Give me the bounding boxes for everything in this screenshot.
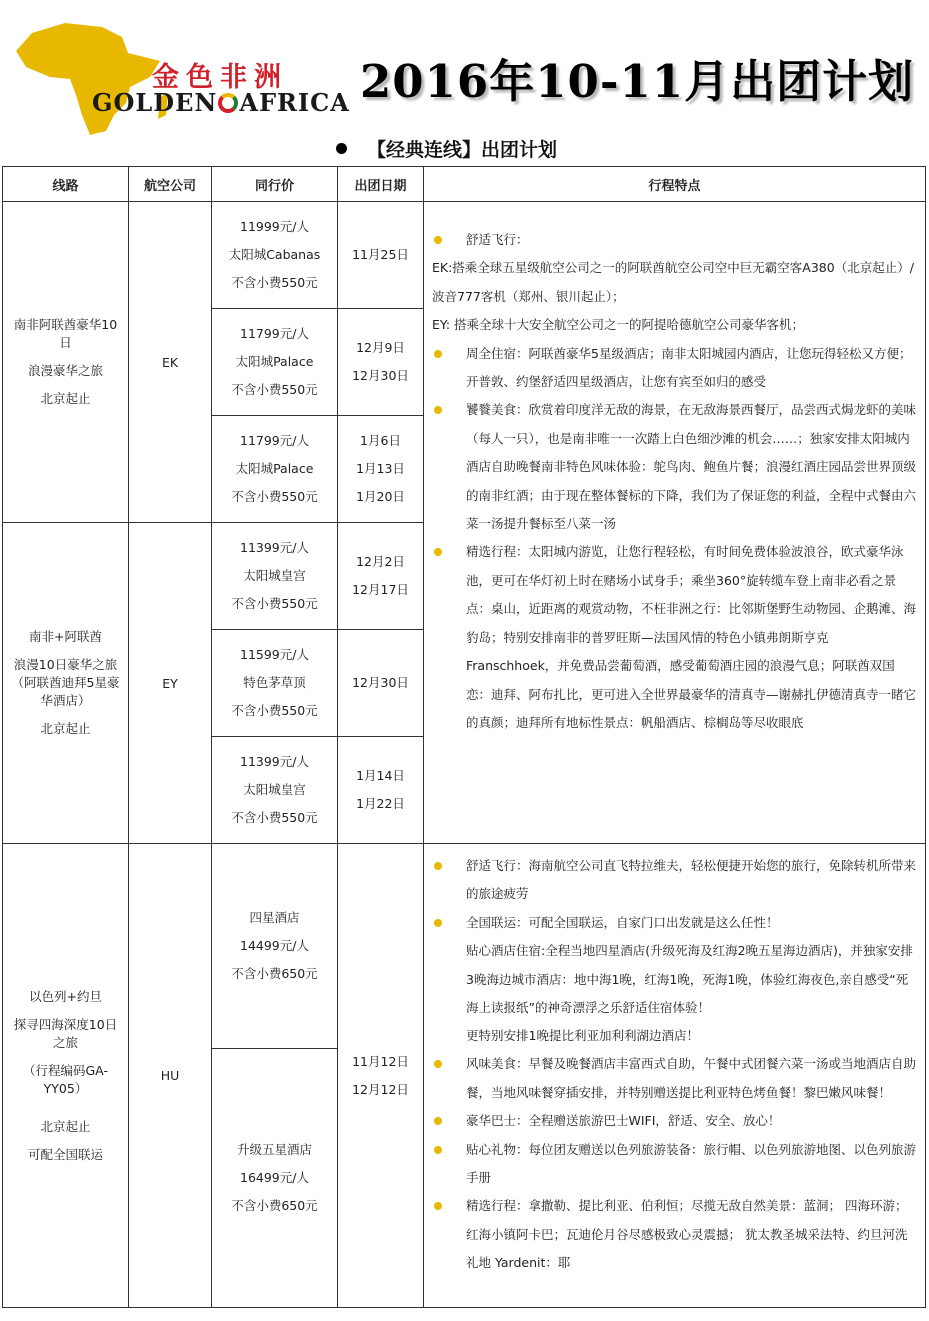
feature-item [432,1050,919,1107]
departure-date: 1月13日 [356,461,405,476]
features-cell [424,844,926,1308]
feature-item [432,254,919,311]
tour-schedule-table [2,166,926,1308]
price-cell [212,202,338,309]
hotel-name: 太阳城皇宫 [243,568,306,583]
departure-date: 1月22日 [356,796,405,811]
tip-note: 不含小费550元 [231,382,318,397]
col-header-price: 同行价 [212,167,338,202]
feature-text: 豪华巴士：全程赠送旅游巴士WIFI，舒适、安全、放心！ [466,1113,781,1129]
route-departure: 北京起止 [40,391,91,406]
bullet-icon [434,1202,442,1210]
route-name: 南非阿联酋豪华10日 [13,317,118,350]
price-cell [212,630,338,737]
price-value: 14499元/人 [240,938,309,953]
date-cell [338,416,424,523]
bullet-icon [434,862,442,870]
feature-item [432,396,919,538]
route-cell [3,523,129,844]
tip-note: 不含小费550元 [231,489,318,504]
feature-item [432,909,919,937]
table-row [3,844,926,1049]
price-value: 11399元/人 [240,540,309,555]
subtitle-text: 【经典连线】出团计划 [367,139,558,161]
price-cell [212,523,338,630]
departure-date: 12月9日 [356,340,405,355]
departure-date: 12月12日 [352,1081,409,1097]
bullet-icon [434,1060,442,1068]
feature-text: EY: 搭乘全球十大安全航空公司之一的阿提哈德航空公司豪华客机； [432,317,805,333]
route-departure: 北京起止 [40,1118,91,1134]
feature-text: 贴心酒店住宿:全程当地四星酒店(升级死海及红海2晚五星海边酒店)，并独家安排3晚海边城市酒店：地中海1晚，红海1晚，死海1晚，体验红海夜色,亲自感受“死海上读报纸”的神奇漂浮之乐舒适住宿体验！ [466,943,913,1016]
feature-item [432,340,919,397]
tip-note: 不含小费650元 [231,1198,318,1213]
airline-cell: HU [129,844,212,1308]
brand-name-en-part1: GOLDEN [92,88,218,117]
bullet-icon [434,236,442,244]
date-cell [338,630,424,737]
section-subtitle [336,135,557,162]
route-cell [3,844,129,1308]
price-value: 11399元/人 [240,754,309,769]
feature-text: 更特别安排1晚提比利亚加利利湖边酒店！ [466,1028,699,1044]
brand-logo [10,15,350,140]
airline-cell: EK [129,202,212,523]
date-cell [338,309,424,416]
feature-item [432,852,919,909]
feature-text: 精选行程：太阳城内游览，让您行程轻松，有时间免费体验波浪谷，欧式豪华泳池，更可在华灯初上时在赌场小试身手；乘坐360°旋转缆车登上南非必看之景点：桌山，近距离的观赏动物，不枉非洲之行：比邻斯堡野生动物园、企鹅滩、海豹岛；特别安排南非的普罗旺斯—法国风情的特色小镇弗朗斯亨克 Franschhoek，并免费品尝葡萄酒，感受葡萄酒庄园的浪漫气息；阿联酋双国恋：迪拜、阿布扎比，更可进入全世界最豪华的清真寺—谢赫扎伊德清真寺一睹它的真颜；迪拜所有地标性景点：帆船酒店、棕榈岛等尽收眼底 [466,544,917,730]
price-value: 11799元/人 [240,326,309,341]
route-name: 南非+阿联酋 [29,629,102,644]
departure-date: 11月25日 [352,247,409,262]
departure-date: 12月30日 [352,675,409,690]
route-subtitle: 浪漫豪华之旅 [27,363,103,378]
price-cell [212,416,338,523]
route-subtitle: 浪漫10日豪华之旅 （阿联酋迪拜5星豪华酒店） [11,657,120,708]
feature-text: 舒适飞行：海南航空公司直飞特拉维夫，轻松便捷开始您的旅行，免除转机所带来的旅途疲劳 [466,858,917,902]
tip-note: 不含小费550元 [231,596,318,611]
price-value: 11599元/人 [240,647,309,662]
feature-item [432,937,919,1022]
feature-item [432,1136,919,1193]
departure-date: 1月20日 [356,489,405,504]
feature-item [432,1022,919,1050]
route-connection: 可配全国联运 [27,1146,103,1162]
feature-text: EK:搭乘全球五星级航空公司之一的阿联酋航空公司空中巨无霸空客A380（北京起止）/波音777客机（郑州、银川起止）； [432,260,914,304]
hotel-name: 太阳城Palace [235,354,314,369]
price-cell [212,309,338,416]
hotel-name: 四星酒店 [249,910,300,925]
departure-date: 1月14日 [356,768,405,783]
bullet-icon [434,350,442,358]
feature-text: 贴心礼物：每位团友赠送以色列旅游装备：旅行帽、以色列旅游地图、以色列旅游手册 [466,1141,917,1186]
price-cell [212,737,338,844]
bullet-dot-icon [336,143,347,154]
tip-note: 不含小费550元 [231,810,318,825]
price-cell [212,1049,338,1308]
bullet-icon [434,548,442,556]
features-cell [424,202,926,844]
date-cell [338,523,424,630]
table-row [3,202,926,309]
feature-text: 风味美食：早餐及晚餐酒店丰富西式自助，午餐中式团餐六菜一汤或当地酒店自助餐，当地风味餐穿插安排，并特别赠送提比利亚特色烤鱼餐！黎巴嫩风味餐！ [466,1056,917,1100]
hotel-name: 升级五星酒店 [236,1142,312,1157]
bullet-icon [434,1146,442,1154]
feature-text: 周全住宿：阿联酋豪华5星级酒店；南非太阳城园内酒店，让您玩得轻松又方便；开普敦、约堡舒适四星级酒店，让您有宾至如归的感受 [466,345,912,390]
bullet-icon [434,919,442,927]
feature-item [432,226,919,254]
tip-note: 不含小费650元 [231,966,318,981]
route-code: （行程编码GA-YY05） [23,1062,108,1096]
price-value: 16499元/人 [240,1170,309,1185]
page-header [0,0,929,165]
route-subtitle: 探寻四海深度10日之旅 [13,1016,118,1050]
departure-date: 12月2日 [356,554,405,569]
bullet-icon [434,406,442,414]
brand-name-en-part2: AFRICA [239,88,350,117]
date-cell [338,202,424,309]
tip-note: 不含小费550元 [231,703,318,718]
feature-item [432,1192,919,1277]
hotel-name: 太阳城Palace [235,461,314,476]
swirl-icon [218,93,238,113]
col-header-airline: 航空公司 [129,167,212,202]
feature-item [432,1107,919,1135]
hotel-name: 太阳城Cabanas [228,247,321,262]
route-cell [3,202,129,523]
hotel-name: 特色茅草顶 [243,675,306,690]
col-header-route: 线路 [3,167,129,202]
feature-item [432,538,919,737]
brand-name-cn: 金色非洲 [152,62,288,93]
tip-note: 不含小费550元 [231,275,318,290]
route-name: 以色列+约旦 [29,988,102,1004]
feature-text: 全国联运：可配全国联运，自家门口出发就是这么任性！ [466,914,779,930]
departure-date: 11月12日 [352,1053,409,1069]
departure-date: 12月17日 [352,582,409,597]
price-cell [212,844,338,1049]
feature-text: 精选行程：拿撒勒、提比利亚、伯利恒；尽揽无敌自然美景：蓝洞； 四海环游；红海小镇阿卡巴；瓦迪伦月谷尽感极致心灵震撼； 犹太教圣城采法特、约旦河洗礼地 Yardenit：耶 [466,1198,908,1271]
date-cell [338,737,424,844]
page-title: 2016年10-11月出团计划 [360,55,915,108]
feature-item [432,311,919,339]
col-header-date: 出团日期 [338,167,424,202]
departure-date: 1月6日 [360,433,401,448]
date-cell [338,844,424,1308]
table-header-row [3,167,926,202]
bullet-icon [434,1117,442,1125]
hotel-name: 太阳城皇宫 [243,782,306,797]
price-value: 11999元/人 [240,219,309,234]
route-departure: 北京起止 [40,721,91,736]
brand-name-en [92,88,350,117]
departure-date: 12月30日 [352,368,409,383]
col-header-features: 行程特点 [424,167,926,202]
airline-cell: EY [129,523,212,844]
price-value: 11799元/人 [240,433,309,448]
feature-text: 饕餮美食：欣赏着印度洋无敌的海景，在无敌海景西餐厅，品尝西式焗龙虾的美味（每人一只），也是南非唯一一次踏上白色细沙滩的机会……；独家安排太阳城内酒店自助晚餐南非特色风味体验：鸵鸟肉、鲍鱼片餐；浪漫红酒庄园品尝世界顶级的南非红酒；由于现在整体餐标的下降，我们为了保证您的利益，全程中式餐由六菜一汤提升餐标至八菜一汤 [466,402,917,532]
feature-text: 舒适飞行： [466,232,529,247]
